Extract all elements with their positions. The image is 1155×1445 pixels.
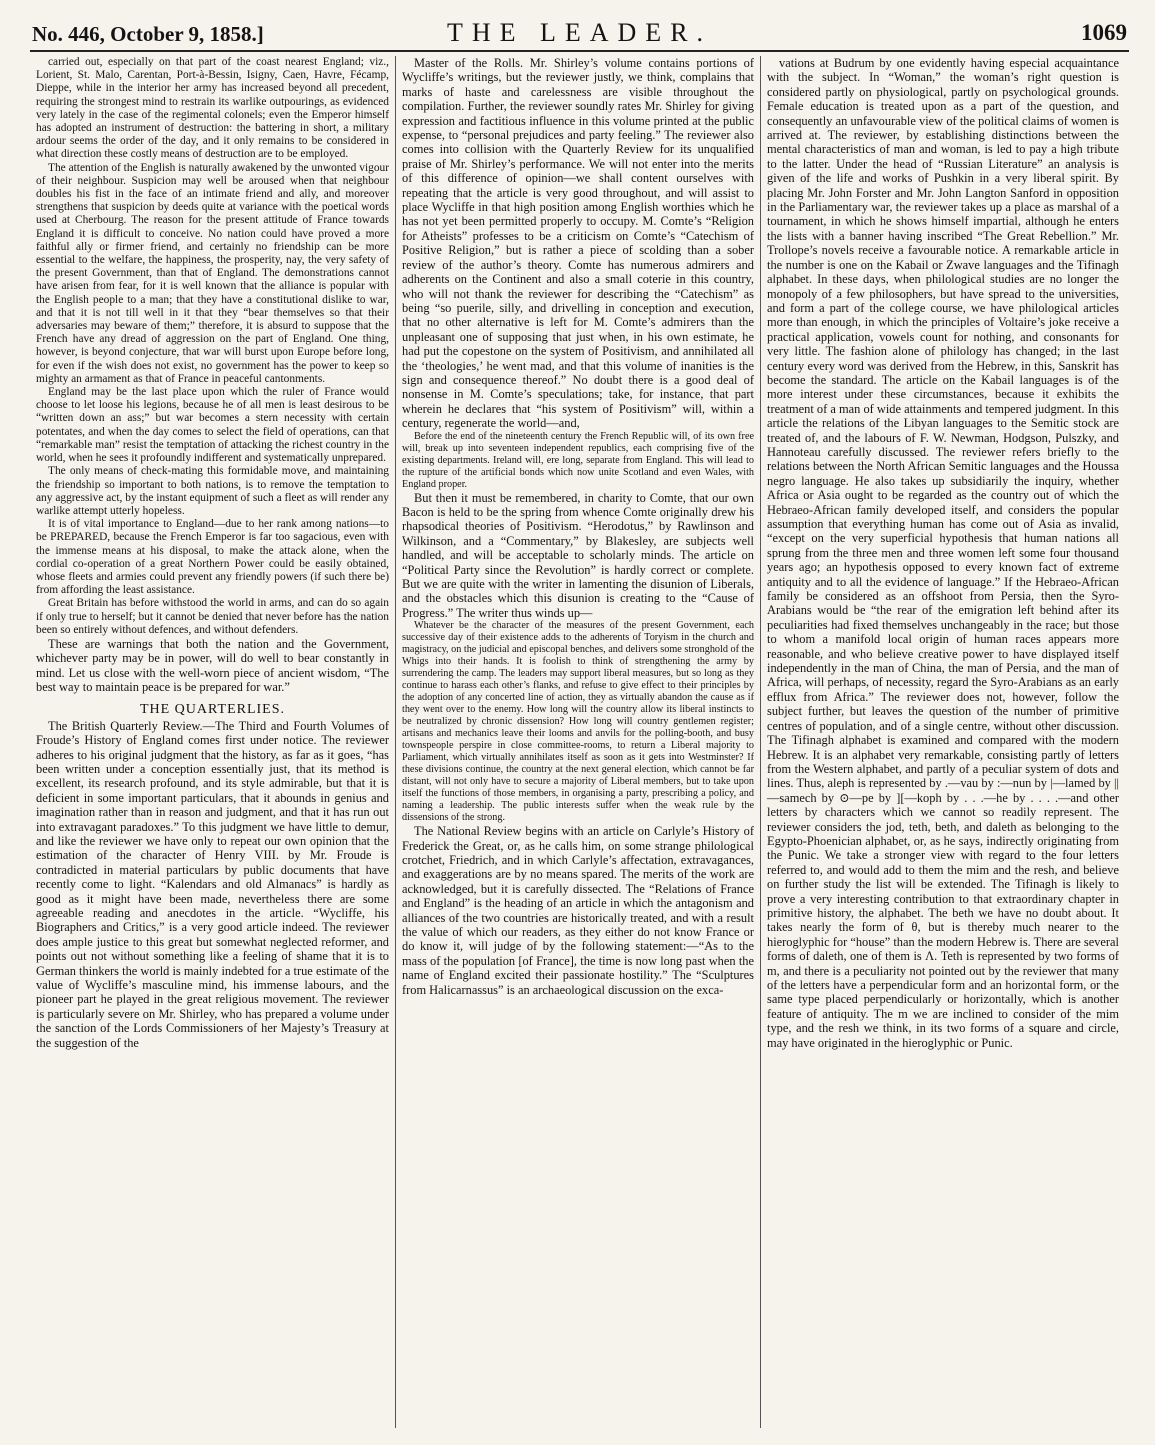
quoted-paragraph: Whatever be the character of the measures of the present Government, each successive day of their existence adds to the adherents of Toryism in the church and magistracy, on the judicial and episcopal benches, and delivers some stronghold of the Whigs into their hands. It is foolish to think of strengthening the army by surrendering the camp. The leaders may support liberal measures, but so long as they continue to harass each other’s flanks, and refuse to give effect to their principles by the adoption of any concerted line of action, they as virtually abandon the cause as if they went over to the enemy. How long will the country allow its liberal instincts to be neutralized by chronic dissension? How long will country gentlemen register; artisans and mechanics leave their looms and anvils for the polling-booth, and busy townspeople perspire in close committee-rooms, to return a Liberal majority to Parliament, which virtually annihilates itself as soon as it gets into Westminster? If these divisions continue, the country at the next general election, which cannot be far distant, will not only have to secure a majority of Liberal members, but to take upon itself the functions of those members, in organising a party, prescribing a policy, and naming a leadership. The public interests suffer when the weak rule by the dissensions of the strong.	[402, 620, 754, 824]
paragraph: Master of the Rolls. Mr. Shirley’s volume contains portions of Wycliffe’s writings, but the reviewer justly, we think, complains that marks of haste and carelessness are visible throughout the compilation. Further, the reviewer soundly rates Mr. Shirley for giving expression and factitious influence in this volume printed at the public expense, to “personal prejudices and party feeling.” The reviewer also comes into collision with the Quarterly Review for its unqualified praise of Mr. Shirley’s performance. We will not enter into the merits of this difference of opinion—we shall content ourselves with repeating that the article is very good throughout, and will assist to place Wycliffe in that high position among English worthies which he has not yet been permitted properly to occupy. M. Comte’s “Religion for Atheists” professes to be a criticism on Comte’s “Catechism of Positive Religion,” but is rather a piece of scolding than a sober review of the author’s theory. Comte has numerous admirers and adherents on the Continent and also a small coterie in this country, who will not thank the reviewer for describing the “Catechism” as being “so puerile, silly, and drivelling in conception and execution, that no other alternative is left for M. Comte’s admirers than the unpleasant one of supposing that just when, in his own estimate, he had put the copestone on the system of Positivism, and annihilated all the ‘theologies,’ he went mad, and that this volume of inanities is the sign and consequence thereof.” No doubt there is a good deal of nonsense in M. Comte’s speculations; take, for instance, that part wherein he declares that “his system of Positivism” will, within a century, regenerate the world—and,	[402, 56, 754, 431]
issue-line: No. 446, October 9, 1858.]	[32, 22, 264, 46]
column-2	[395, 56, 760, 1428]
paper-title: THE LEADER.	[446, 18, 713, 47]
paragraph: But then it must be remembered, in charity to Comte, that our own Bacon is held to be the spring from whence Comte originally drew his rhapsodical theories of Positivism. “Herodotus,” by Rawlinson and Wilkinson, and a “Commentary,” by Blakesley, are subjects well handled, and will be acceptable to scholarly minds. The article on “Political Party since the Revolution” is hardly correct or complete. But we are quite with the writer in lamenting the disunion of Liberals, and the obstacles which this disunion is creating to the “Cause of Progress.” The writer thus winds up—	[402, 490, 754, 620]
section-heading: THE QUARTERLIES.	[139, 701, 286, 717]
paragraph: It is of vital importance to England—due to her rank among nations—to be PREPARED, because the French Emperor is far too sagacious, even with the immense means at his disposal, to make the attack alone, when the cordial co-operation of a great Northern Power could be easily obtained, whose fleets and armies could prevent any friendly powers (if such there be) from affording the least assistance.	[36, 518, 389, 597]
paragraph: The only means of check-mating this formidable move, and maintaining the friendship so important to both nations, is to remove the temptation to any aggressive act, by the instant equipment of such a fleet as will render any warlike attempt utterly hopeless.	[36, 465, 389, 517]
paragraph: The British Quarterly Review.—The Third and Fourth Volumes of Froude’s History of England comes first under notice. The reviewer adheres to his original judgment that the history, as far as it goes, “has been written under a conception essentially just, that its method is excellent, its research profound, and its style admirable, but that it is deficient in some important particulars, that it abounds in genius and imagination rather than in reason and judgment, and that it has run out into extravagant paradoxes.” To this judgment we have little to demur, and like the reviewer we have only to repeat our own opinion that the estimation of the character of Henry VIII. by Mr. Froude is contradicted in material particulars by public documents that have recently come to light. “Kalendars and old Almanacs” is hardly as good as it might have been made, nevertheless there are some agreeable reading and anecdotes in the article. “Wycliffe, his Biographers and Critics,” is a very good article indeed. The reviewer does ample justice to this great but somewhat neglected reformer, and points out not without something like a feeling of shame that it is to German thinkers the world is mainly indebted for a true estimate of the value of Wycliffe’s masculine mind, his immense labours, and the pioneer part he played in the great religious movement. The reviewer is particularly severe on Mr. Shirley, who has prepared a volume under the sanction of the Lords Commissioners of her Majesty’s Treasury at the suggestion of the	[36, 718, 389, 1050]
column-1	[30, 56, 395, 1428]
paragraph: These are warnings that both the nation and the Government, whichever party may be in power, will do well to bear constantly in mind. Let us close with the well-worn piece of ancient wisdom, “The best way to maintain peace is be prepared for war.”	[36, 636, 389, 695]
page-number: 1069	[1081, 20, 1127, 45]
column-3	[760, 56, 1125, 1428]
paragraph: The attention of the English is naturally awakened by the unwonted vigour of their neighbour. Suspicion may well be aroused when that neighbour doubles his fist in the face of an intimate friend and ally, and moreover strengthens that suspicion by deeds quite at variance with the poetical words used at Cherbourg. The reason for the present attitude of France towards England it is difficult to conceive. No nation could have proved a more faithful ally or firmer friend, and certainly no friendship can be more essential to the welfare, the happiness, the prosperity, nay, the very safety of the present Government, than that of England. The demonstrations cannot have arisen from fear, for it is well known that the alliance is popular with the English people to a man; that they have a constitutional dislike to war, and that it is not till well in it that they “bear themselves so that their adversaries may beware of them;” therefore, it is absurd to suppose that the French have any dread of aggression on the part of England. One thing, however, is beyond conjecture, that war will burst upon Europe before long, for even if the wish does not exist, no government has the power to keep so mighty an armament as that of France in peaceful cantonments.	[36, 161, 389, 385]
paragraph: vations at Budrum by one evidently having especial acquaintance with the subject. In “Woman,” the woman’s right question is considered partly on physiological, partly on psychological grounds. Female education is treated upon as a part of the question, and consequently an unfavourable view of the political claims of women is arrived at. The reviewer, by establishing distinctions between the mental characteristics of man and woman, is led to pay a high tribute to the latter. Under the head of “Russian Literature” an analysis is given of the life and works of Pushkin in a very liberal spirit. By placing Mr. John Forster and Mr. John Langton Sanford in opposition in the Parliamentary war, the reviewer takes up a place as marshal of a tournament, in which he shows himself impartial, although he enters the lists with a banner having inscribed “The Great Rebellion.” Mr. Trollope’s novels receive a favourable notice. A remarkable article in the number is one on the Kabail or Zwave languages and the Tifinagh alphabet. In these days, when philological studies are no longer the monopoly of a few philosophers, but have spread to the universities, and form a part of the college course, we have philological articles more than enough, in which the principles of Voltaire’s joke receive a practical application, vowels count for nothing, and consonants for very little. The fashion alone of philology has changed; in the last century every word was derived from the Hebrew, in this, Sanskrit has become the standard. The article on the Kabail languages is of the more interest under these circumstances, because it exhibits the treatment of a man of wide attainments and tempered judgment. In this article the relations of the Libyan languages to the Semitic stock are treated of, and the labours of F. W. Newman, Hodgson, Pulszky, and Hannoteau carefully discussed. The reviewer refers briefly to the relations between the North African Semitic languages and the Houssa negro language. He also takes up subsidiarily the inquiry, whether Africa or Asia ought to be regarded as the country out of which the Hebraeo-African family developed itself, and considers the popular assumption that everything human has come out of Asia as invalid, “except on the very superficial hypothesis that human nations all sprung from the three men and three women left some four thousand years ago; an hypothesis opposed to every known fact of extreme antiquity and to all the evidence of language.” If the Hebraeo-African family be considered as an offshoot from Persia, then the Syro-Arabians would be “the rear of the emigration left behind after its peculiarities had fixed themselves unchangeably in the race; but those to whom a manifold local origin of human races appears more reasonable, and who believe creative power to have displayed itself independently in the man of China, the man of Persia, and the man of Africa, will perhaps, of necessity, regard the Syro-Arabians as an early efflux from Africa.” The reviewer does not, however, follow the subject further, but leaves the question of the number of primitive centres of population, and of a single centre, without other discussion. The Tifinagh alphabet is examined and compared with the modern Hebrew. It is an alphabet very remarkable, consisting partly of letters from the Western alphabet, and partly of a peculiar system of dots and lines. Thus, aleph is represented by .—vau by :—nun by |—lamed by ||—samech by ⊙—pe by ][—koph by . . .—he by . . . .—and other letters by characters which we cannot so readily represent. The reviewer considers the jod, teth, beth, and daleth as belonging to the Egypto-Phoenician alphabet, or, as he says, indirectly originating from the Punic. We take a stronger view with regard to the four letters referred to, and would add to them the mim and the resh, and believe on further study the list will be extended. The Tifinagh is likely to prove a very interesting contribution to that extraordinary chapter in primitive history, the alphabet. The beth we have no doubt about. It takes nearly the form of θ, but is thereby much nearer to the hieroglyphic for “house” than the modern Hebrew is. There are several forms of daleth, one of them is Λ. Teth is represented by two forms of m, and there is a peculiarity not pointed out by the reviewer that many of the letters have a perpendicular form and an horizontal form, or the same type placed perpendicularly or horizontally, which is another feature of antiquity. The m we are inclined to consider of the mim type, and the resh we think, in its two forms of a square and circle, may have originated in the hieroglyphic or Punic.	[767, 56, 1119, 1050]
masthead	[30, 16, 1129, 52]
paragraph: Great Britain has before withstood the world in arms, and can do so again if only true to herself; but it cannot be denied that never before has the nation been so entirely without defences, and without defenders.	[36, 597, 389, 636]
paragraph: England may be the last place upon which the ruler of France would choose to let loose his legions, because he of all men is least desirous to be “written down an ass;” but war becomes a stern necessity with certain potentates, and when the day comes to select the field of operations, can that “remarkable man” resist the temptation of attacking the richest country in the world, when he sees it profoundly indifferent and systematically unprepared.	[36, 386, 389, 465]
paragraph: The National Review begins with an article on Carlyle’s History of Frederick the Great, or, as he calls him, on some strange philological crotchet, Friedrich, and in which Carlyle’s affectation, extravagances, and exaggerations are by no means spared. The merits of the work are acknowledged, but it is carefully dissected. The “Relations of France and England” is the heading of an article in which the antagonism and alliances of the two countries are historically treated, and with a result the value of which our readers, as they either do not know France or do know it, will judge of by the following statement:—“As to the mass of the population [of France], the time is now long past when the name of England excited their passionate hostility.” The “Sculptures from Halicarnassus” is an archaeological discussion on the exca-	[402, 824, 754, 997]
quoted-paragraph: Before the end of the nineteenth century the French Republic will, of its own free will, break up into seventeen independent republics, each comprising five of the existing departments. Ireland will, ere long, separate from England. This will lead to the rupture of the artificial bonds which now unite Scotland and even Wales, with England proper.	[402, 430, 754, 490]
paragraph: carried out, especially on that part of the coast nearest England; viz., Lorient, St. Malo, Carentan, Port-à-Bessin, Isigny, Caen, Havre, Fécamp, Dieppe, while in the interior her army has increased beyond all precedent, requiring the strongest mind to restrain its warlike outpourings, as evidenced very lately in the case of the regimental colonels; even the Emperor himself has adopted an instrument of destruction: the battering in short, a military ardour seems the order of the day, and it only remains to be considered in what direction these costly means of destruction are to be employed.	[36, 56, 389, 161]
columns	[30, 56, 1129, 1428]
